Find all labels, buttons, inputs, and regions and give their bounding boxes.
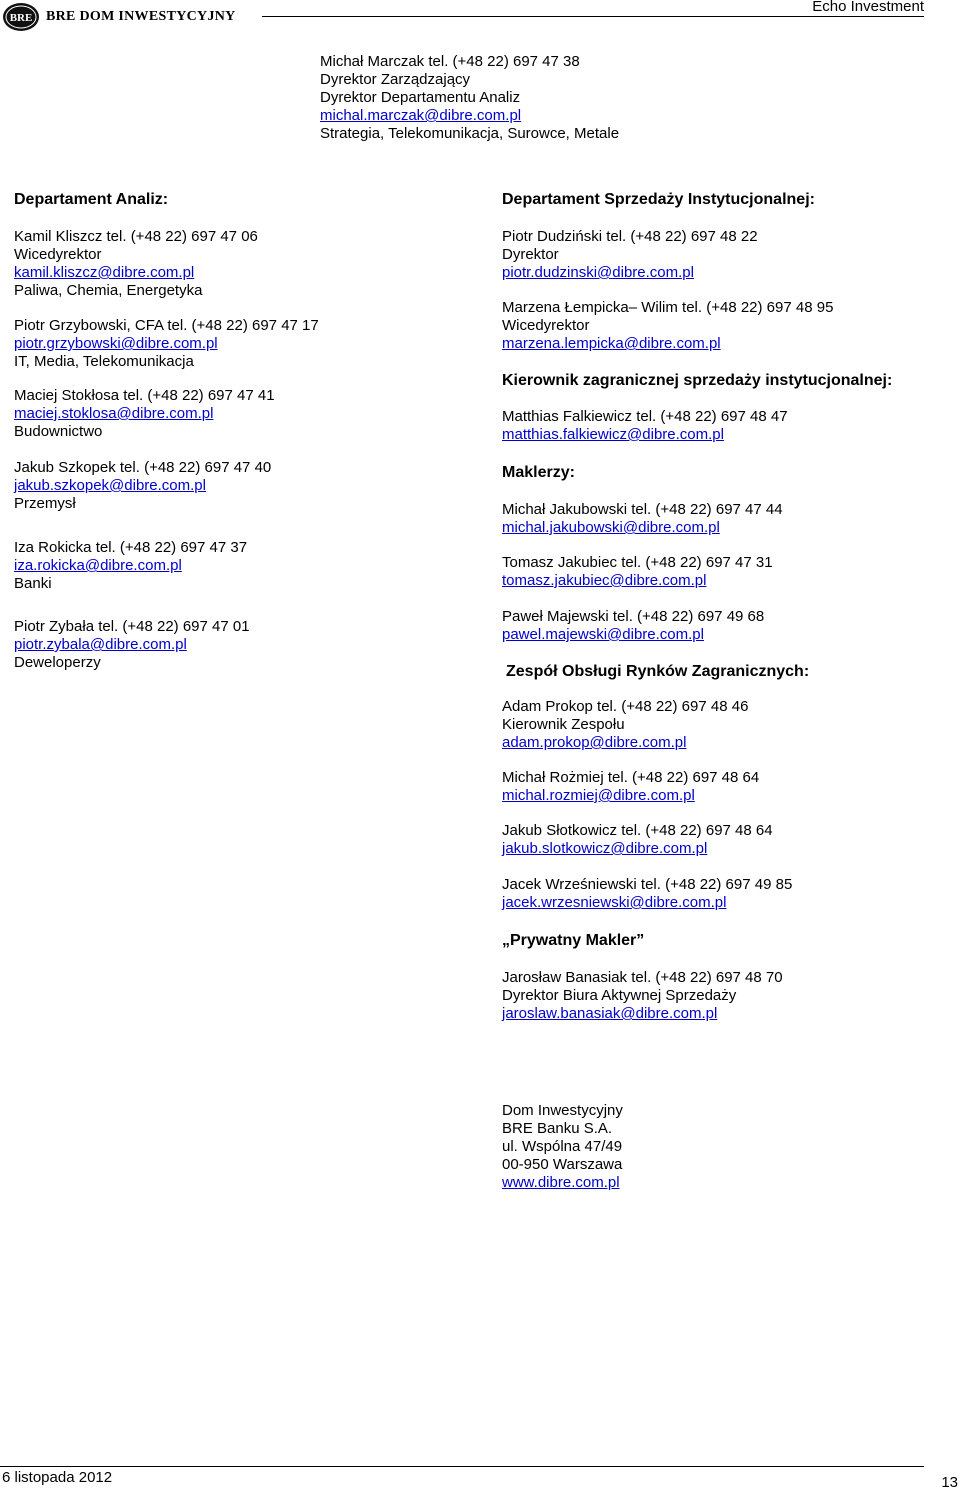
broker-email-link[interactable]: pawel.majewski@dibre.com.pl [502, 626, 704, 643]
foreign-markets-name-phone: Jacek Wrześniewski tel. (+48 22) 697 49 85 [502, 876, 793, 893]
foreign-sales-card [502, 408, 788, 444]
address-line: 00-950 Warszawa [502, 1156, 623, 1173]
address-block [502, 1102, 623, 1192]
broker-email-link[interactable]: michal.jakubowski@dibre.com.pl [502, 519, 720, 536]
broker-card [502, 501, 783, 537]
analyst-sectors: Paliwa, Chemia, Energetyka [14, 282, 203, 299]
brokers-heading: Maklerzy: [502, 464, 575, 481]
company-name: Echo Investment [812, 0, 924, 15]
analyst-card [14, 539, 247, 593]
foreign-markets-heading: Zespół Obsługi Rynków Zagranicznych: [506, 663, 810, 680]
foreign-markets-email-link[interactable]: jakub.slotkowicz@dibre.com.pl [502, 840, 708, 857]
analyst-sectors: Przemysł [14, 495, 76, 512]
sales-heading: Departament Sprzedaży Instytucjonalnej: [502, 191, 815, 208]
broker-card [502, 608, 764, 644]
foreign-markets-name-phone: Michał Rożmiej tel. (+48 22) 697 48 64 [502, 769, 760, 786]
foreign-markets-card [502, 876, 792, 912]
analyst-card [14, 228, 258, 300]
foreign-markets-email-link[interactable]: adam.prokop@dibre.com.pl [502, 734, 687, 751]
sales-email-link[interactable]: marzena.lempicka@dibre.com.pl [502, 335, 721, 352]
foreign-sales-email-link[interactable]: matthias.falkiewicz@dibre.com.pl [502, 426, 724, 443]
footer-date: 6 listopada 2012 [2, 1469, 113, 1486]
director-role: Dyrektor Zarządzający [320, 71, 471, 88]
sales-card [502, 299, 833, 353]
broker-name-phone: Paweł Majewski tel. (+48 22) 697 49 68 [502, 608, 765, 625]
broker-email-link[interactable]: tomasz.jakubiec@dibre.com.pl [502, 572, 707, 589]
private-broker-role: Dyrektor Biura Aktywnej Sprzedaży [502, 987, 737, 1004]
sales-role: Wicedyrektor [502, 317, 590, 334]
analyst-card [14, 317, 319, 371]
analyst-sectors: Banki [14, 575, 52, 592]
address-line: ul. Wspólna 47/49 [502, 1138, 623, 1155]
analyst-name-phone: Maciej Stokłosa tel. (+48 22) 697 47 41 [14, 387, 275, 404]
website-link[interactable]: www.dibre.com.pl [502, 1174, 620, 1191]
director-block [320, 53, 619, 143]
logo-mark-text: BRE [9, 12, 33, 24]
foreign-sales-heading: Kierownik zagranicznej sprzedaży instytucjonalnej: [502, 372, 893, 389]
foreign-markets-card [502, 822, 773, 858]
foreign-markets-role: Kierownik Zespołu [502, 716, 625, 733]
bre-logo [2, 2, 247, 32]
address-line: Dom Inwestycyjny [502, 1102, 623, 1119]
analyst-email-link[interactable]: maciej.stoklosa@dibre.com.pl [14, 405, 214, 422]
foreign-markets-email-link[interactable]: michal.rozmiej@dibre.com.pl [502, 787, 695, 804]
analyst-role: Wicedyrektor [14, 246, 102, 263]
private-broker-name-phone: Jarosław Banasiak tel. (+48 22) 697 48 70 [502, 969, 783, 986]
foreign-markets-card [502, 698, 748, 752]
analyst-email-link[interactable]: piotr.grzybowski@dibre.com.pl [14, 335, 218, 352]
analyst-card [14, 618, 250, 672]
broker-name-phone: Tomasz Jakubiec tel. (+48 22) 697 47 31 [502, 554, 773, 571]
analyst-email-link[interactable]: piotr.zybala@dibre.com.pl [14, 636, 187, 653]
foreign-markets-name-phone: Adam Prokop tel. (+48 22) 697 48 46 [502, 698, 749, 715]
private-broker-email-link[interactable]: jaroslaw.banasiak@dibre.com.pl [502, 1005, 718, 1022]
analyst-name-phone: Piotr Grzybowski, CFA tel. (+48 22) 697 47 17 [14, 317, 319, 334]
director-email-link[interactable]: michal.marczak@dibre.com.pl [320, 107, 522, 124]
analyst-name-phone: Piotr Zybała tel. (+48 22) 697 47 01 [14, 618, 250, 635]
analyst-email-link[interactable]: iza.rokicka@dibre.com.pl [14, 557, 182, 574]
broker-card [502, 554, 773, 590]
foreign-sales-name-phone: Matthias Falkiewicz tel. (+48 22) 697 48 47 [502, 408, 788, 425]
analyst-card [14, 387, 275, 441]
foreign-markets-email-link[interactable]: jacek.wrzesniewski@dibre.com.pl [502, 894, 727, 911]
analyst-card [14, 459, 271, 513]
analyst-sectors: IT, Media, Telekomunikacja [14, 353, 194, 370]
header-divider [262, 16, 924, 17]
broker-name-phone: Michał Jakubowski tel. (+48 22) 697 47 44 [502, 501, 783, 518]
analysis-heading: Departament Analiz: [14, 191, 169, 208]
analyst-name-phone: Kamil Kliszcz tel. (+48 22) 697 47 06 [14, 228, 258, 245]
analyst-sectors: Budownictwo [14, 423, 103, 440]
analyst-sectors: Deweloperzy [14, 654, 101, 671]
address-line: BRE Banku S.A. [502, 1120, 613, 1137]
sales-name-phone: Marzena Łempicka– Wilim tel. (+48 22) 697 48 95 [502, 299, 834, 316]
foreign-markets-name-phone: Jakub Słotkowicz tel. (+48 22) 697 48 64 [502, 822, 773, 839]
foreign-markets-card [502, 769, 759, 805]
bre-logo-icon [2, 2, 40, 32]
page-number: 13 [941, 1474, 958, 1491]
sales-name-phone: Piotr Dudziński tel. (+48 22) 697 48 22 [502, 228, 758, 245]
sales-role: Dyrektor [502, 246, 559, 263]
footer-divider [0, 1466, 924, 1467]
director-name-phone: Michał Marczak tel. (+48 22) 697 47 38 [320, 53, 580, 70]
director-department: Dyrektor Departamentu Analiz [320, 89, 521, 106]
analyst-email-link[interactable]: kamil.kliszcz@dibre.com.pl [14, 264, 195, 281]
logo-text: BRE DOM INWESTYCYJNY [46, 9, 236, 24]
private-broker-card [502, 969, 783, 1023]
analyst-name-phone: Iza Rokicka tel. (+48 22) 697 47 37 [14, 539, 248, 556]
director-sectors: Strategia, Telekomunikacja, Surowce, Metale [320, 125, 620, 142]
sales-card [502, 228, 758, 282]
analyst-name-phone: Jakub Szkopek tel. (+48 22) 697 47 40 [14, 459, 272, 476]
analyst-email-link[interactable]: jakub.szkopek@dibre.com.pl [14, 477, 206, 494]
private-broker-heading: „Prywatny Makler” [502, 932, 645, 949]
sales-email-link[interactable]: piotr.dudzinski@dibre.com.pl [502, 264, 694, 281]
